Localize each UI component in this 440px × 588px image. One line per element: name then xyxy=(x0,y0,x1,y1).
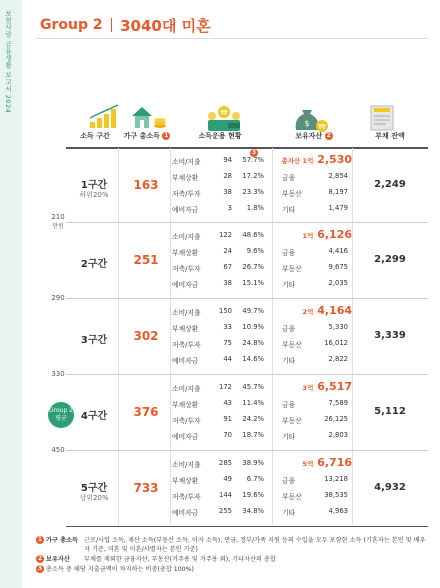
allocation-value: 94 xyxy=(223,156,232,164)
allocation-value: 28 xyxy=(223,172,232,180)
asset-row xyxy=(276,431,352,447)
asset-value: 9,675 xyxy=(328,263,348,271)
asset-total-value: 6,716 xyxy=(317,456,352,469)
allocation-row xyxy=(170,383,270,399)
header-divider xyxy=(111,18,113,32)
allocation-label: 소비/지출 xyxy=(172,158,201,166)
asset-value: 26,125 xyxy=(324,415,348,423)
allocation-pct: 9.6% xyxy=(246,247,264,255)
allocation-pct: 11.4% xyxy=(242,399,264,407)
allocation-row xyxy=(170,204,270,220)
asset-label: 부동산 xyxy=(282,265,302,273)
allocation-value: 285 xyxy=(219,459,232,467)
allocation-value: 33 xyxy=(223,323,232,331)
col-header-debt: 부채 잔액 xyxy=(375,132,405,140)
allocation-label: 소비/지출 xyxy=(172,385,201,393)
row-divider xyxy=(66,450,428,451)
col-divider xyxy=(118,148,119,525)
allocation-label: 부채상환 xyxy=(172,325,199,333)
allocation-row xyxy=(170,279,270,295)
page-header xyxy=(40,14,211,36)
allocation-label: 저축/투자 xyxy=(172,265,201,273)
allocation-row xyxy=(170,507,270,523)
asset-row xyxy=(276,263,352,279)
asset-row xyxy=(276,172,352,188)
asset-total-prefix: 총자산 1억 xyxy=(281,157,314,165)
asset-total-value: 6,517 xyxy=(317,380,352,393)
asset-row xyxy=(276,415,352,431)
asset-row xyxy=(276,399,352,415)
tier-name: 1구간 xyxy=(80,180,108,191)
allocation-row xyxy=(170,323,270,339)
allocation-pct: 34.8% xyxy=(242,507,264,515)
debt-document-icon xyxy=(366,104,400,134)
table-top-rule xyxy=(66,147,428,149)
allocation-label: 부채상환 xyxy=(172,174,199,182)
allocation-value: 122 xyxy=(219,231,232,239)
asset-total xyxy=(272,153,352,166)
asset-value: 8,197 xyxy=(328,188,348,196)
asset-row xyxy=(276,247,352,263)
allocation-label: 소비/지출 xyxy=(172,233,201,241)
asset-label: 금융 xyxy=(282,249,296,257)
asset-total xyxy=(272,380,352,393)
asset-value: 2,803 xyxy=(328,431,348,439)
allocation-row xyxy=(170,247,270,263)
asset-label: 금융 xyxy=(282,477,296,485)
asset-total xyxy=(272,456,352,469)
footnote-1: 1 가구 총소득 근로/사업 소득, 재산 소득(부동산 소득, 이자 소득), 연금, 정부/가족 지원 등의 수입을 모두 포함한 소득 (기혼자는 본인 및 배우자 기준, 미혼 및 이혼/사별자는 본인 기준) xyxy=(37,536,426,553)
col-header-tier: 소득 구간 xyxy=(80,132,110,140)
allocation-pct: 24.2% xyxy=(242,415,264,423)
asset-row xyxy=(276,279,352,295)
allocation-label: 소비/지출 xyxy=(172,461,201,469)
asset-value: 2,854 xyxy=(328,172,348,180)
allocation-value: 49 xyxy=(223,475,232,483)
svg-text:$: $ xyxy=(304,119,310,128)
allocation-pct: 1.8% xyxy=(246,204,264,212)
allocation-value: 255 xyxy=(219,507,232,515)
asset-label: 금융 xyxy=(282,174,296,182)
asset-total xyxy=(272,228,352,241)
footnotes xyxy=(36,536,428,575)
allocation-label: 예비자금 xyxy=(172,357,199,365)
table-bottom-rule xyxy=(66,526,428,527)
asset-label: 금융 xyxy=(282,325,296,333)
allocation-value: 91 xyxy=(223,415,232,423)
allocation-row xyxy=(170,459,270,475)
asset-label: 기타 xyxy=(282,281,296,289)
allocation-value: 172 xyxy=(219,383,232,391)
header-rule xyxy=(36,38,428,39)
asset-value: 4,416 xyxy=(328,247,348,255)
allocation-row xyxy=(170,156,270,172)
allocation-label: 부채상환 xyxy=(172,477,199,485)
allocation-value: 24 xyxy=(223,247,232,255)
income-boundary: 450 xyxy=(51,446,65,454)
svg-text:₩: ₩ xyxy=(220,109,228,117)
asset-label: 기타 xyxy=(282,206,296,214)
money-bag-icon xyxy=(292,104,332,134)
asset-label: 기타 xyxy=(282,433,296,441)
tier-name: 3구간 xyxy=(80,335,108,346)
col-header-income-label: 가구 총소득 xyxy=(123,132,160,140)
asset-value: 5,330 xyxy=(328,323,348,331)
footnote-2: 2 보유자산 부채를 제외한 금융자산, 부동산(거주용 및 거주용 외), 기타자산의 총합 xyxy=(37,555,276,563)
allocation-label: 저축/투자 xyxy=(172,341,201,349)
footnote-badge-1: 1 xyxy=(164,132,169,139)
allocation-label: 저축/투자 xyxy=(172,417,201,425)
asset-label: 부동산 xyxy=(282,493,302,501)
income-boundary: 330 xyxy=(51,370,65,378)
allocation-label: 예비자금 xyxy=(172,509,199,517)
asset-row xyxy=(276,339,352,355)
svg-text:₩: ₩ xyxy=(318,123,326,131)
allocation-row xyxy=(170,231,270,247)
page-title: 3040대 미혼 xyxy=(120,16,211,35)
asset-total-value: 6,126 xyxy=(317,228,352,241)
asset-label: 기타 xyxy=(282,509,296,517)
asset-row xyxy=(276,507,352,523)
allocation-value: 44 xyxy=(223,355,232,363)
asset-row xyxy=(276,475,352,491)
allocation-row xyxy=(170,475,270,491)
allocation-pct: 15.1% xyxy=(242,279,264,287)
allocation-value: 3 xyxy=(227,204,232,212)
asset-total-value: 2,530 xyxy=(317,153,352,166)
row-divider xyxy=(66,222,428,223)
income-value: 376 xyxy=(133,405,159,419)
allocation-pct: 49.7% xyxy=(242,307,264,315)
asset-value: 2,035 xyxy=(328,279,348,287)
allocation-pct: 10.9% xyxy=(242,323,264,331)
wallet-coins-icon xyxy=(202,104,246,134)
asset-value: 16,012 xyxy=(324,339,348,347)
allocation-row xyxy=(170,431,270,447)
report-title-vertical: 보험사랑 금융생활 보고서 2024 xyxy=(4,10,12,114)
allocation-value: 43 xyxy=(223,399,232,407)
allocation-pct: 57.7% xyxy=(242,156,264,164)
income-value: 163 xyxy=(133,178,159,192)
allocation-row xyxy=(170,399,270,415)
allocation-pct: 23.3% xyxy=(242,188,264,196)
group-average-badge: Group 2 평균 xyxy=(48,402,74,428)
asset-value: 7,589 xyxy=(328,399,348,407)
sidebar-strip xyxy=(0,0,22,588)
allocation-row xyxy=(170,263,270,279)
income-boundary: 290 xyxy=(51,294,65,302)
income-value: 251 xyxy=(133,253,159,267)
group-label: Group 2 xyxy=(40,17,103,33)
allocation-row xyxy=(170,307,270,323)
row-divider xyxy=(66,298,428,299)
asset-label: 금융 xyxy=(282,401,296,409)
allocation-label: 예비자금 xyxy=(172,206,199,214)
asset-total-prefix: 2억 xyxy=(302,308,314,316)
allocation-row xyxy=(170,188,270,204)
asset-total xyxy=(272,304,352,317)
asset-total-value: 4,164 xyxy=(317,304,352,317)
tier-name: 5구간 xyxy=(80,483,108,494)
tier-sub: 하위20% xyxy=(79,191,109,199)
asset-row xyxy=(276,355,352,371)
asset-total-prefix: 3억 xyxy=(302,384,314,392)
col-header-allocation: 소득운용 현황 xyxy=(198,132,242,140)
allocation-value: 75 xyxy=(223,339,232,347)
allocation-pct: 38.9% xyxy=(242,459,264,467)
debt-value: 2,299 xyxy=(374,254,406,265)
footnote-badge-2: 2 xyxy=(326,132,331,139)
income-boundary: 210 만원 xyxy=(51,213,65,230)
asset-label: 부동산 xyxy=(282,341,302,349)
allocation-value: 38 xyxy=(223,188,232,196)
allocation-label: 저축/투자 xyxy=(172,190,201,198)
row-divider xyxy=(66,374,428,375)
allocation-value: 38 xyxy=(223,279,232,287)
debt-value: 3,339 xyxy=(374,330,406,341)
tier-name: 4구간 xyxy=(80,411,108,422)
asset-row xyxy=(276,491,352,507)
allocation-label: 예비자금 xyxy=(172,433,199,441)
income-value: 302 xyxy=(133,329,159,343)
asset-row xyxy=(276,188,352,204)
footnote-badge-3: 3 xyxy=(251,149,257,156)
allocation-label: 부채상환 xyxy=(172,401,199,409)
allocation-pct: 18.7% xyxy=(242,431,264,439)
house-coins-icon xyxy=(128,104,168,130)
allocation-row xyxy=(170,355,270,371)
allocation-row xyxy=(170,172,270,188)
col-header-income xyxy=(118,131,176,141)
debt-value: 4,932 xyxy=(374,482,406,493)
allocation-label: 저축/투자 xyxy=(172,493,201,501)
col-header-assets-label: 보유자산 xyxy=(295,132,323,140)
allocation-pct: 14.6% xyxy=(242,355,264,363)
allocation-pct: 48.6% xyxy=(242,231,264,239)
asset-value: 2,822 xyxy=(328,355,348,363)
allocation-pct: 6.7% xyxy=(246,475,264,483)
tier-name: 2구간 xyxy=(80,259,108,270)
allocation-row xyxy=(170,339,270,355)
allocation-row xyxy=(170,415,270,431)
asset-value: 4,963 xyxy=(328,507,348,515)
allocation-label: 예비자금 xyxy=(172,281,199,289)
allocation-label: 소비/지출 xyxy=(172,309,201,317)
asset-total-prefix: 1억 xyxy=(302,232,314,240)
asset-value: 38,535 xyxy=(324,491,348,499)
asset-total-prefix: 5억 xyxy=(302,460,314,468)
asset-row xyxy=(276,323,352,339)
debt-value: 2,249 xyxy=(374,179,406,190)
allocation-value: 67 xyxy=(223,263,232,271)
asset-label: 부동산 xyxy=(282,417,302,425)
asset-label: 부동산 xyxy=(282,190,302,198)
tier-sub: 상위20% xyxy=(79,494,109,502)
asset-value: 13,218 xyxy=(324,475,348,483)
allocation-pct: 26.7% xyxy=(242,263,264,271)
debt-value: 5,112 xyxy=(374,406,406,417)
allocation-pct: 24.8% xyxy=(242,339,264,347)
allocation-label: 부채상환 xyxy=(172,249,199,257)
allocation-pct: 17.2% xyxy=(242,172,264,180)
allocation-value: 70 xyxy=(223,431,232,439)
footnote-3: 3 총소득 중 해당 지출금액이 차지하는 비중(총합 100%) xyxy=(37,565,194,573)
asset-row xyxy=(276,204,352,220)
allocation-pct: 19.6% xyxy=(242,491,264,499)
allocation-value: 150 xyxy=(219,307,232,315)
col-header-assets xyxy=(276,131,352,141)
allocation-pct: 45.7% xyxy=(242,383,264,391)
column-icons xyxy=(66,104,428,148)
income-value: 733 xyxy=(133,481,159,495)
asset-label: 기타 xyxy=(282,357,296,365)
asset-value: 1,479 xyxy=(328,204,348,212)
allocation-row xyxy=(170,491,270,507)
allocation-value: 144 xyxy=(219,491,232,499)
bar-growth-icon xyxy=(88,104,122,130)
